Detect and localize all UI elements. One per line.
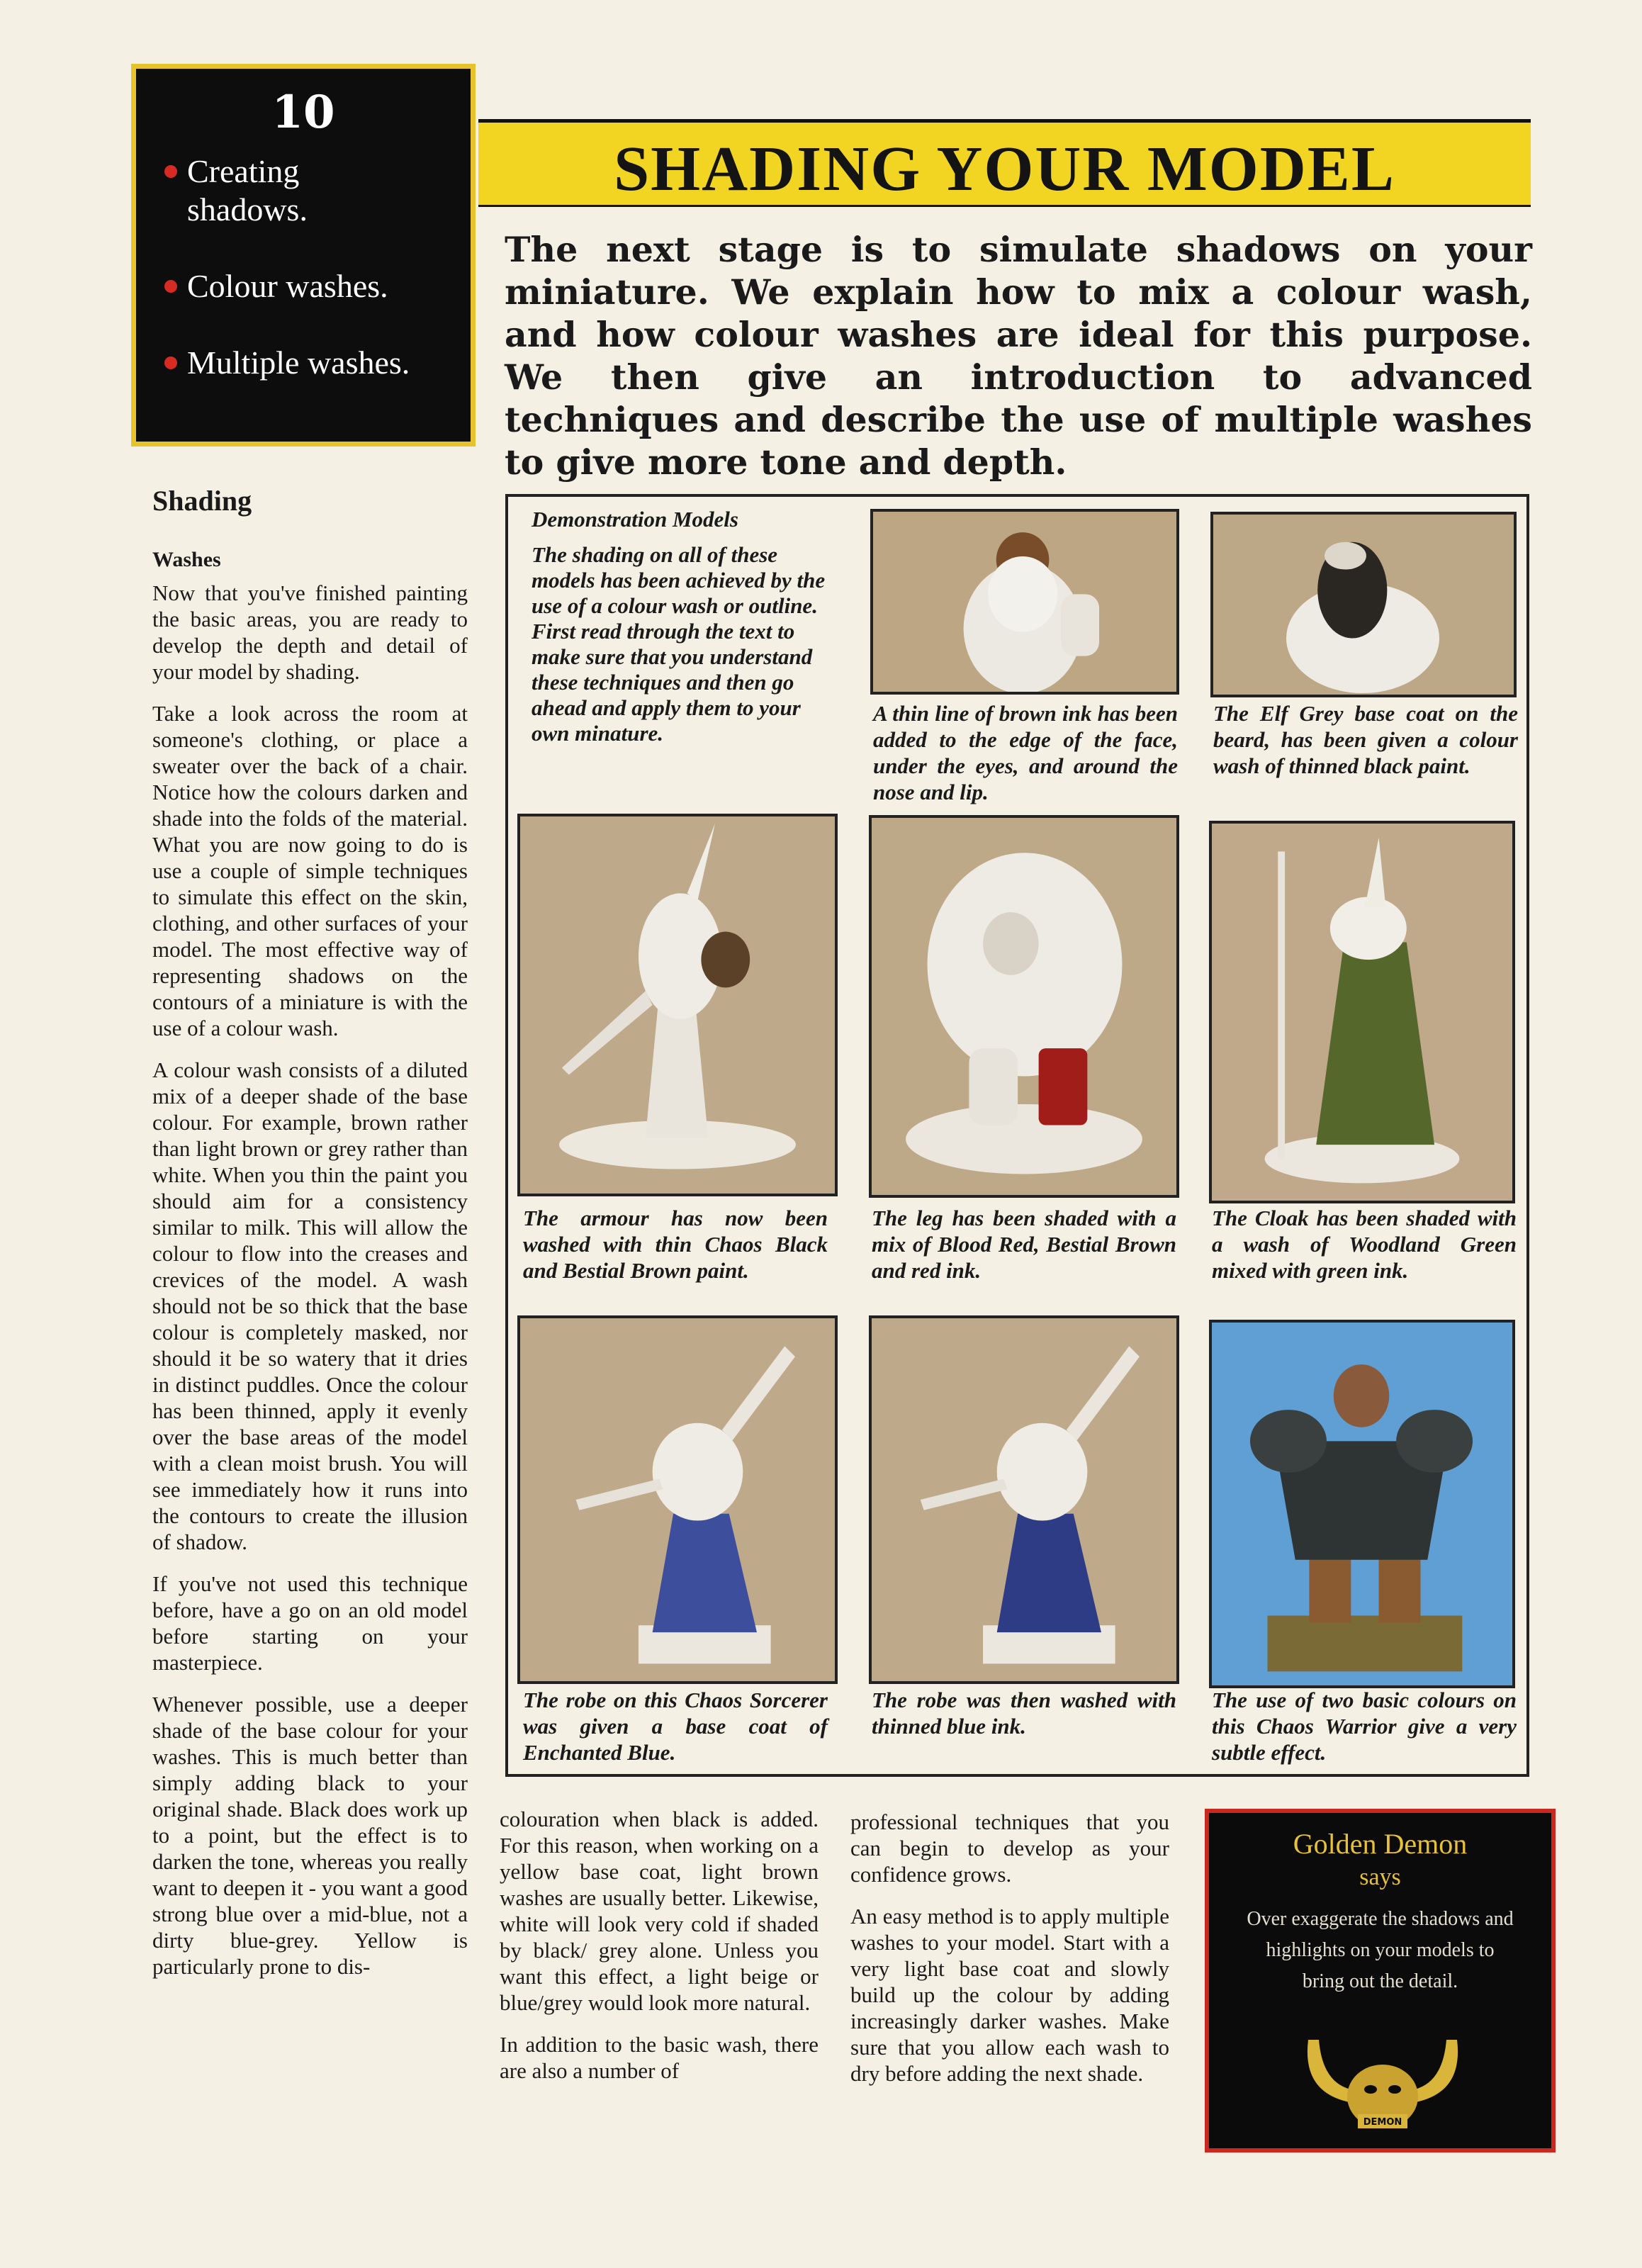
photo-dwarf-beard <box>1210 512 1517 697</box>
caption-chaos-warrior: The use of two basic colours on this Chaos Warrior give a very subtle effect. <box>1212 1688 1517 1765</box>
golden-demon-box <box>1205 1809 1556 2152</box>
chapter-item-multiple-washes: Multiple washes. <box>164 344 410 382</box>
caption-dwarf-beard: The Elf Grey base coat on the beard, has been given a colour wash of thinned black paint. <box>1213 701 1518 778</box>
caption-elf-armour: The armour has now been washed with thin Chaos Black and Bestial Brown paint. <box>523 1206 828 1283</box>
terminator-leg-image <box>872 818 1176 1195</box>
chapter-box <box>131 64 476 447</box>
sorcerer-base-image <box>520 1318 835 1681</box>
column-2 <box>500 1806 819 2099</box>
bullet-icon <box>164 357 177 369</box>
photo-cloak <box>1209 821 1515 1203</box>
photo-sorcerer-base <box>517 1315 838 1684</box>
left-column <box>152 580 468 1995</box>
demo-intro: The shading on all of these models has been achieved by the use of a colour wash or outline. First read through the text to make sure that you understand these techniques and then go ahead and apply them to your own minature. <box>532 542 826 746</box>
sorcerer-washed-image <box>872 1318 1176 1681</box>
paragraph: If you've not used this technique before, have a go on an old model before starting on your masterpiece. <box>152 1571 468 1675</box>
elf-armour-image <box>520 816 835 1194</box>
photo-sorcerer-washed <box>869 1315 1179 1684</box>
photo-elf-armour <box>517 814 838 1196</box>
intro-paragraph: The next stage is to simulate shadows on your miniature. We explain how to mix a colour wash, and how colour washes are ideal for this purpose. We then give an introduction to advanced techniques and describe the use of multiple washes to give more tone and depth. <box>505 229 1532 483</box>
caption-sorcerer-base: The robe on this Chaos Sorcerer was given a base coat of Enchanted Blue. <box>523 1688 828 1765</box>
bullet-icon <box>164 165 177 178</box>
chapter-item-colour-washes: Colour washes. <box>164 267 388 305</box>
title-banner <box>478 119 1531 207</box>
paragraph: A colour wash consists of a diluted mix of a deeper shade of the base colour. For example, brown rather than light brown or grey rather than white. When you thin the paint you should aim for a consistency similar to milk. This will allow the colour to flow into the creases and crevices of the model. A wash should not be so thick that the base colour is completely masked, nor should it be so watery that it dries in distinct puddles. Once the colour has been thinned, apply it evenly over the base areas of the model with a clean moist brush. You will see immediately how it runs into the contours to create the illusion of shadow. <box>152 1057 468 1554</box>
caption-terminator-leg: The leg has been shaded with a mix of Blood Red, Bestial Brown and red ink. <box>872 1206 1176 1283</box>
bullet-icon <box>164 280 177 293</box>
photo-chaos-warrior <box>1209 1320 1515 1688</box>
paragraph: In addition to the basic wash, there are also a number of <box>500 2032 819 2083</box>
photo-dwarf-face <box>870 509 1179 695</box>
golden-demon-logo-icon <box>1294 2026 1471 2139</box>
dwarf-beard-image <box>1213 515 1514 695</box>
dwarf-face-image <box>873 512 1176 692</box>
golden-demon-says: says <box>1359 1864 1401 1890</box>
cloak-image <box>1212 824 1512 1201</box>
paragraph: Take a look across the room at someone's clothing, or place a sweater over the back of a chair. Notice how the colours darken and shade into the folds of the material. What you are now going to do is use a couple of simple techniques to simulate this effect on the skin, clothing, and other surfaces of your model. The most effective way of representing shadows on the contours of a miniature is with the use of a colour wash. <box>152 701 468 1040</box>
subsection-heading: Washes <box>152 548 221 571</box>
golden-demon-tip: Over exaggerate the shadows and highlights on your models to bring out the detail. <box>1247 1908 1514 1992</box>
chapter-item-creating-shadows: Creating shadows. <box>164 152 377 229</box>
chaos-warrior-image <box>1212 1323 1512 1685</box>
caption-sorcerer-washed: The robe was then washed with thinned blue ink. <box>872 1688 1176 1739</box>
paragraph: Whenever possible, use a deeper shade of the base colour for your washes. This is much better than simply adding black to your original shade. Black does work up to a point, but the effect is to darken the tone, whereas you really want to deepen it - you want a good strong blue over a mid-blue, not a dirty blue-grey. Yellow is particularly prone to dis- <box>152 1692 468 1979</box>
paragraph: Now that you've finished painting the basic areas, you are ready to develop the depth and detail of your model by shading. <box>152 580 468 684</box>
section-heading: Shading <box>152 485 252 517</box>
photo-terminator-leg <box>869 815 1179 1198</box>
golden-demon-title: Golden Demon <box>1293 1828 1468 1860</box>
caption-dwarf-face: A thin line of brown ink has been added to the edge of the face, under the eyes, and around the nose and lip. <box>873 701 1178 804</box>
paragraph: An easy method is to apply multiple washes to your model. Start with a very light base coat and slowly build up the colour by adding increasingly darker washes. Make sure that you allow each wash to dry before adding the next shade. <box>850 1904 1169 2086</box>
golden-demon-logo-text: DEMON <box>1363 2117 1402 2128</box>
column-3 <box>850 1809 1169 2102</box>
caption-cloak: The Cloak has been shaded with a wash of Woodland Green mixed with green ink. <box>1212 1206 1517 1283</box>
paragraph: professional techniques that you can begin to develop as your confidence grows. <box>850 1809 1169 1887</box>
demo-title: Demonstration Models <box>532 507 738 532</box>
paragraph: colouration when black is added. For this reason, when working on a yellow base coat, light brown washes are usually better. Likewise, white will look very cold if shaded by black/ grey alone. Unless you want this effect, a light beige or blue/grey would look more natural. <box>500 1807 819 2015</box>
chapter-number: 10 <box>271 86 335 139</box>
page-title: SHADING YOUR MODEL <box>614 134 1395 204</box>
